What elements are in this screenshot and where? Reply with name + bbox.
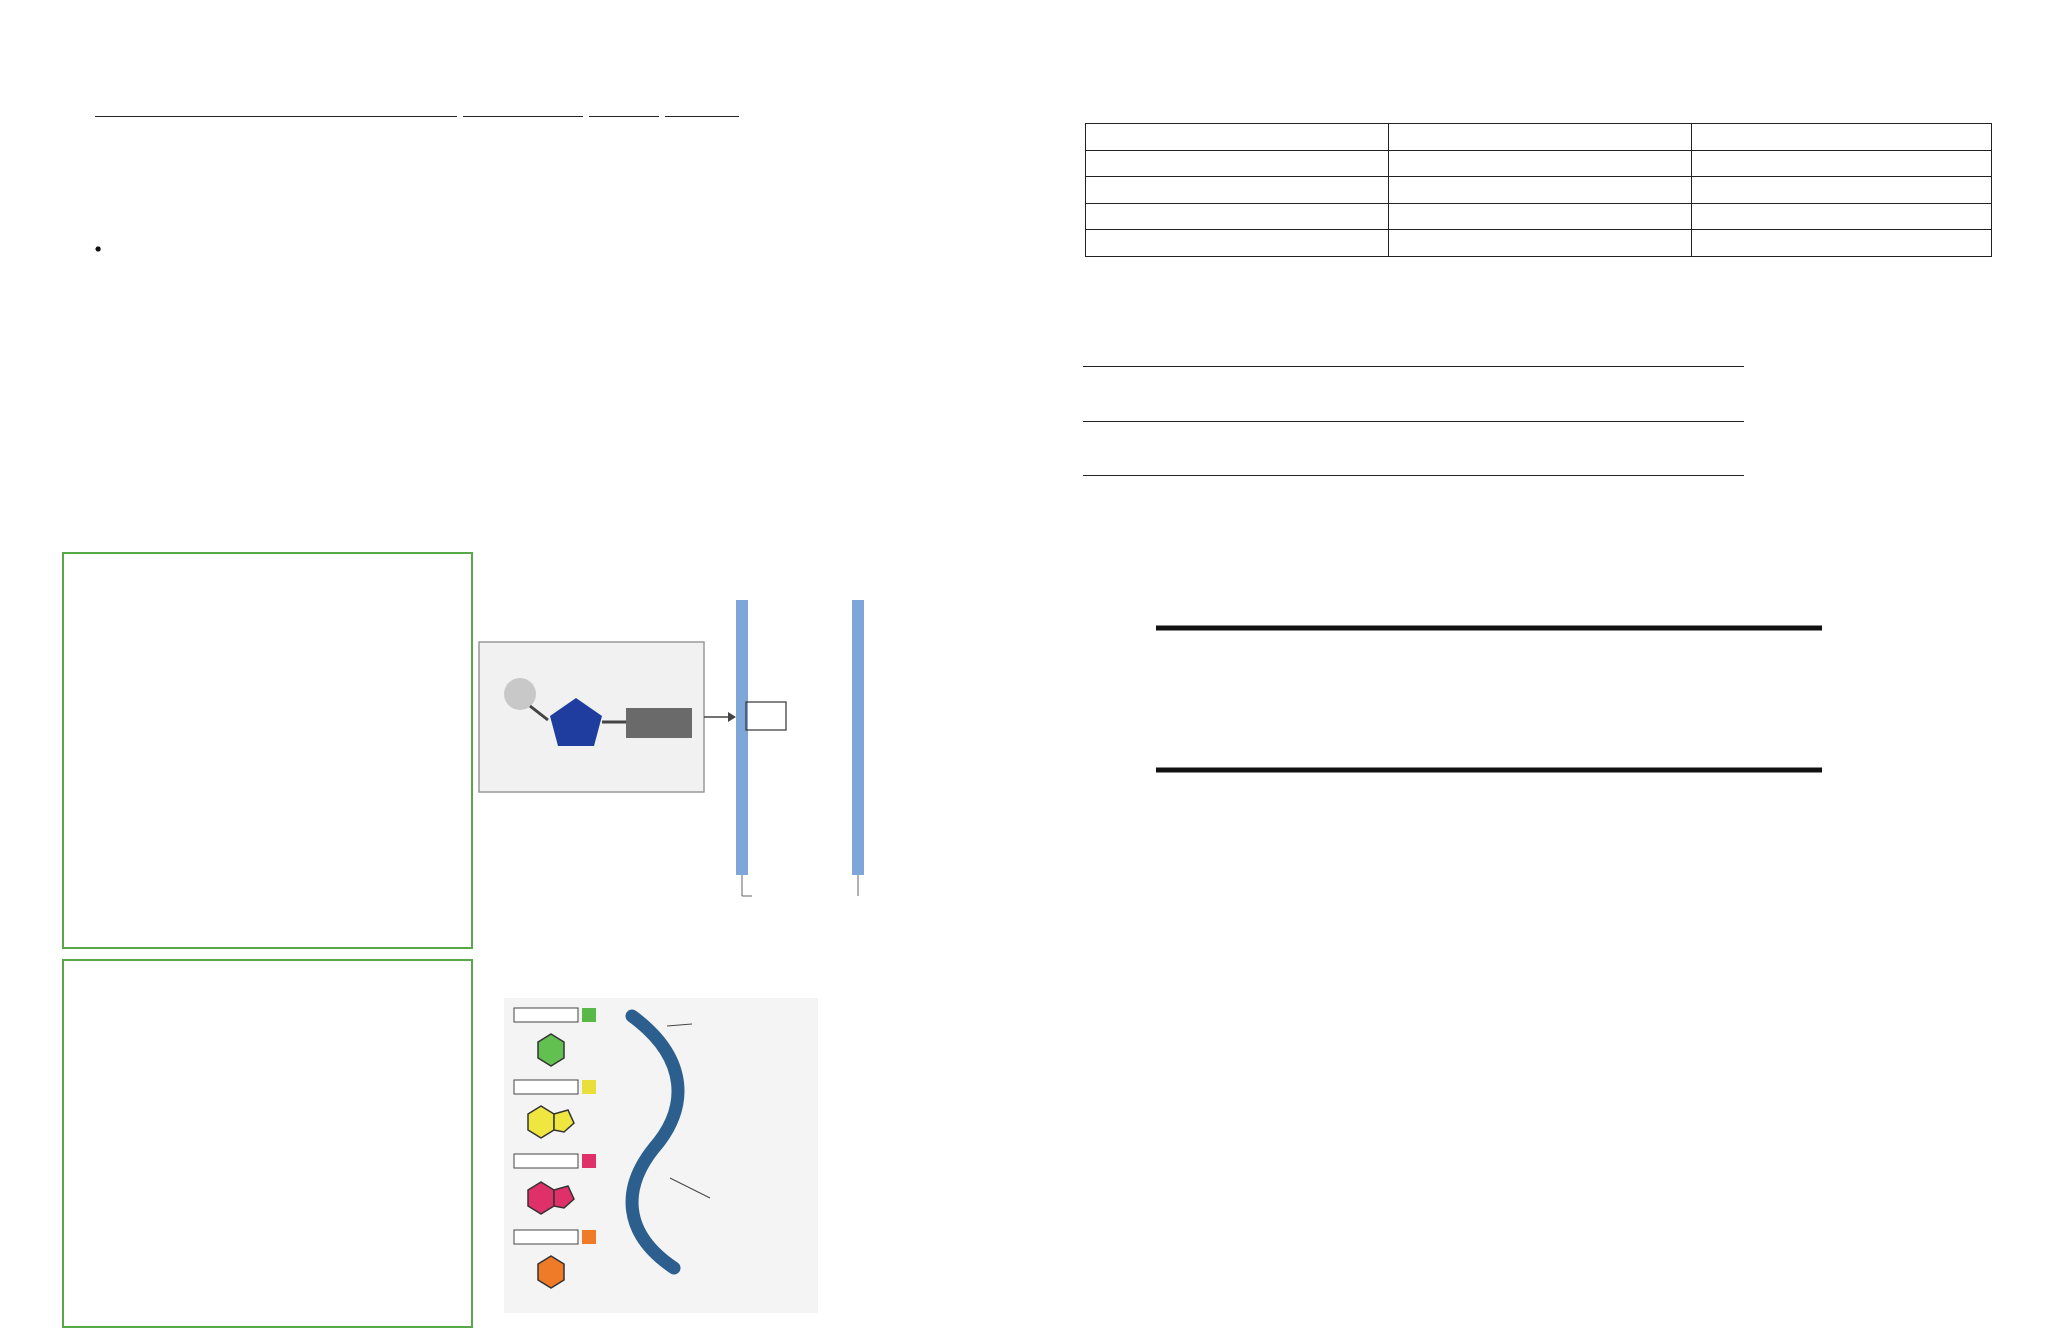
guanine-letter-tag (582, 1080, 596, 1094)
cytosine-tag (514, 1008, 578, 1022)
rna-structure-figure (504, 998, 818, 1313)
table-row-label (1086, 203, 1389, 230)
q3-answer-line[interactable] (1083, 475, 1744, 476)
name-field[interactable] (95, 98, 457, 117)
q1-answer-line[interactable] (1083, 366, 1744, 367)
dna-info-box (62, 552, 473, 949)
cytosine-letter-tag (582, 1008, 596, 1022)
rna-info-box (62, 959, 473, 1328)
table-row (1086, 177, 1992, 204)
date-field[interactable] (589, 98, 659, 117)
nucleobases-pointer (667, 1024, 692, 1026)
score-field[interactable] (665, 98, 739, 117)
table-row-label (1086, 150, 1389, 177)
table-row (1086, 150, 1992, 177)
adenine-letter-tag (582, 1154, 596, 1168)
pointer-arrow-head (728, 712, 736, 722)
helix-pointer (670, 1178, 710, 1198)
highlight-box (746, 702, 786, 730)
rna-answer-cell[interactable] (1692, 203, 1992, 230)
guanine-tag (514, 1080, 578, 1094)
uracil-molecule (538, 1256, 564, 1288)
dna-answer-cell[interactable] (1389, 150, 1692, 177)
student-info-header (95, 97, 739, 124)
rna-answer-cell[interactable] (1692, 230, 1992, 257)
base-block (626, 708, 692, 738)
dna-answer-cell[interactable] (1389, 177, 1692, 204)
guanine-ring (554, 1110, 574, 1132)
table-row-label (1086, 230, 1389, 257)
rna-backbone (632, 1016, 678, 1268)
table-row (1086, 203, 1992, 230)
guanine-molecule (528, 1106, 554, 1138)
table-header (1389, 124, 1692, 151)
section-field[interactable] (463, 98, 583, 117)
adenine-molecule (528, 1182, 554, 1214)
dna-structure-figure (474, 560, 1004, 910)
dna-answer-cell[interactable] (1389, 203, 1692, 230)
q2-answer-line[interactable] (1083, 421, 1744, 422)
rna-answer-cell[interactable] (1692, 177, 1992, 204)
table-header-row (1086, 124, 1992, 151)
dna-answer-cell[interactable] (1389, 230, 1692, 257)
table-header (1086, 124, 1389, 151)
table-row (1086, 230, 1992, 257)
rna-answer-cell[interactable] (1692, 150, 1992, 177)
adenine-ring (554, 1186, 574, 1208)
uracil-tag (514, 1230, 578, 1244)
table-header (1692, 124, 1992, 151)
comparison-table (1085, 123, 1992, 257)
right-backbone (852, 600, 864, 875)
left-backbone (736, 600, 748, 875)
adenine-tag (514, 1154, 578, 1168)
cytosine-molecule (538, 1034, 564, 1066)
table-row-label (1086, 177, 1389, 204)
dna-strand-exercise (1148, 616, 1918, 786)
uracil-letter-tag (582, 1230, 596, 1244)
